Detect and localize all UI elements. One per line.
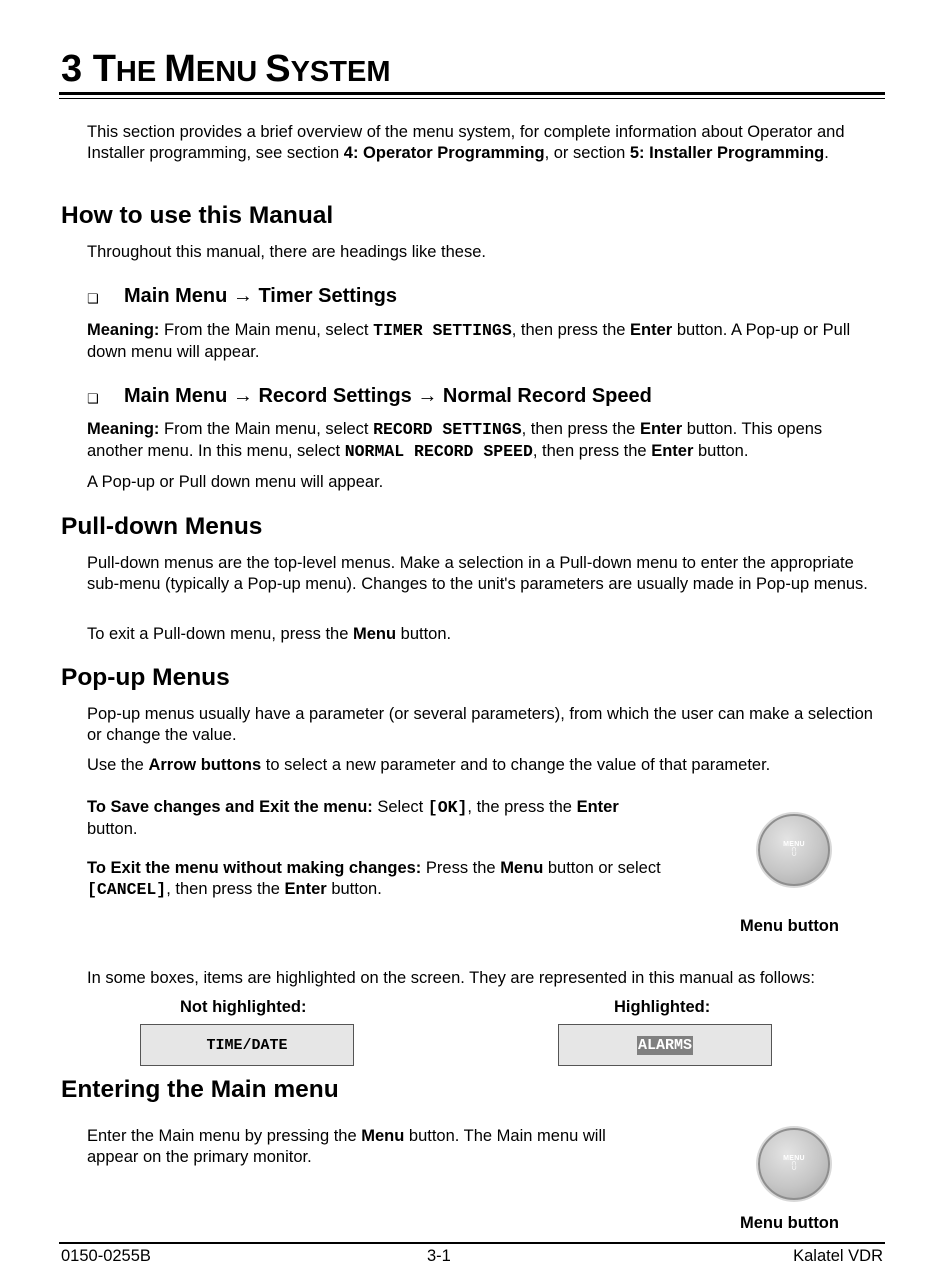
heading-how-to-use: How to use this Manual [61,202,334,229]
footer-rule [59,1242,885,1244]
checkbox-bullet-icon: ❑ [87,391,99,406]
footer-page-number: 3-1 [427,1247,451,1265]
title-rule-thick [59,92,885,95]
entering-paragraph: Enter the Main menu by pressing the Menu button. The Main menu will appear on the primary monitor. [87,1127,606,1166]
intro-paragraph: This section provides a brief overview of the menu system, for complete information about Operator and Installer programming, see section 4: Operator Programming, or section 5: Installer Programming. [87,123,845,162]
highlighted-label: Highlighted: [614,998,711,1016]
menu-item-code: NORMAL RECORD SPEED [344,441,533,461]
menu-button-caption: Menu button [740,1214,839,1232]
pulldown-paragraph-2: To exit a Pull-down menu, press the Menu button. [87,625,452,643]
section-ref-installer: 5: Installer Programming [629,143,825,162]
how-to-text: Throughout this manual, there are headings like these. [87,243,486,261]
footer-doc-number: 0150-0255B [61,1247,151,1265]
chapter-number: 3 [61,48,83,90]
menu-button-illustration [758,814,830,886]
title-letter: T [92,48,116,90]
highlight-intro: In some boxes, items are highlighted on the screen. They are represented in this manual as follows: [87,969,815,987]
not-highlighted-label: Not highlighted: [180,998,307,1016]
popup-paragraph-2: Use the Arrow buttons to select a new parameter and to change the value of that parameter. [87,756,771,774]
menu-button-caption: Menu button [740,917,839,935]
menu-button-illustration [758,1128,830,1200]
example-heading-record: Main Menu → Record Settings → Normal Record Speed [124,385,652,407]
popup-paragraph-1: Pop-up menus usually have a parameter (or several parameters), from which the user can make a selection or change the value. [87,705,873,744]
ok-code: [OK] [427,798,468,817]
highlighted-example-box [558,1024,772,1066]
cancel-code: [CANCEL] [87,879,167,899]
footer-product-name: Kalatel VDR [793,1247,883,1265]
title-rule-thin [59,98,885,99]
popup-exit-instruction: To Exit the menu without making changes: Press the Menu button or select [CANCEL], then press the Enter button. [87,859,661,899]
heading-entering-main-menu: Entering the Main menu [61,1076,339,1103]
heading-pulldown-menus: Pull-down Menus [61,513,263,540]
popup-save-instruction: To Save changes and Exit the menu: Select [OK], the press the Enter button. [87,798,619,838]
not-highlighted-item: TIME/DATE [206,1036,288,1054]
heading-popup-menus: Pop-up Menus [61,664,230,691]
example-after-text: A Pop-up or Pull down menu will appear. [87,473,384,491]
title-smallcaps: HE [115,56,165,88]
menu-hierarchy-icon: ⩇ [791,847,797,858]
pulldown-paragraph-1: Pull-down menus are the top-level menus. Make a selection in a Pull-down menu to enter the appropriate sub-menu (typically a Pop-up menu). Changes to the unit's parameters are usually made in Pop-up menus. [87,554,868,593]
menu-item-code: RECORD SETTINGS [373,420,522,439]
title-smallcaps: YSTEM [290,56,391,88]
menu-hierarchy-icon: ⩇ [791,1161,797,1172]
highlighted-item: ALARMS [637,1036,692,1054]
example-heading-timer: Main Menu → Timer Settings [124,285,397,307]
title-smallcaps: ENU [195,56,266,88]
menu-button-text: MENU [783,841,805,848]
example-meaning-record: Meaning: From the Main menu, select RECORD SETTINGS, then press the Enter button. This opens another menu. In this menu, select NORMAL RECORD SPEED, then press the Enter button. [87,420,823,461]
checkbox-bullet-icon: ❑ [87,291,99,306]
menu-item-code: TIMER SETTINGS [373,321,512,340]
not-highlighted-example-box [140,1024,354,1066]
title-letter: S [265,48,291,90]
section-ref-operator: 4: Operator Programming [343,143,545,162]
example-meaning-timer: Meaning: From the Main menu, select TIMER SETTINGS, then press the Enter button. A Pop-up or Pull down menu will appear. [87,321,851,361]
chapter-title [61,44,390,97]
menu-button-text: MENU [783,1155,805,1162]
title-letter: M [164,48,196,90]
